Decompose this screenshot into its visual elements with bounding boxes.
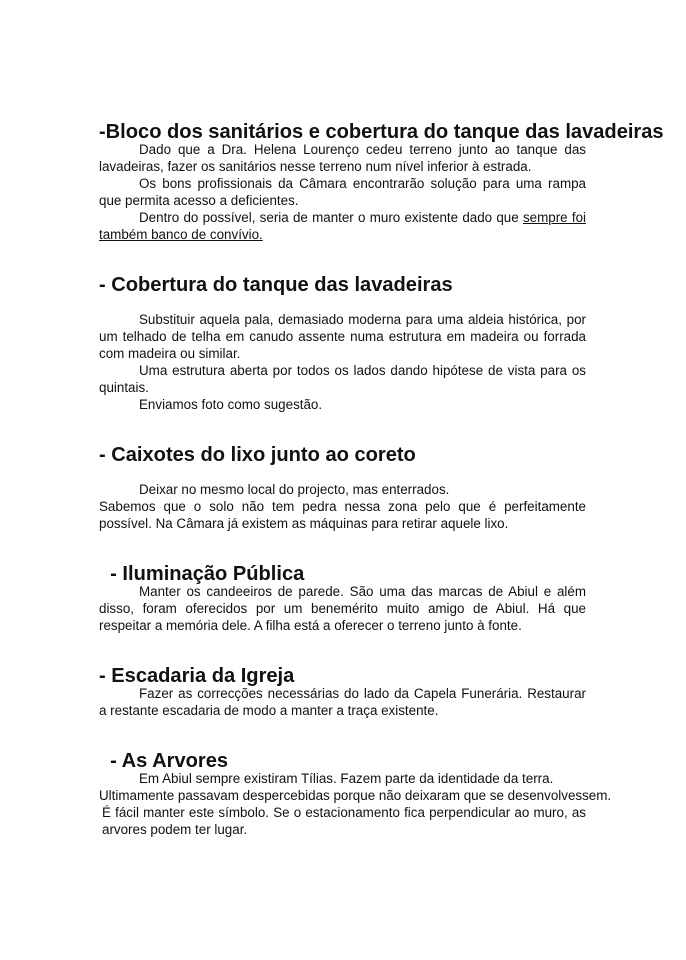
section-escadaria-igreja: [99, 665, 586, 719]
underlined-text: sempre foi também banco de convívio.: [99, 210, 586, 242]
section-cobertura-tanque: [99, 274, 586, 413]
paragraph: Ultimamente passavam despercebidas porque não deixaram que se desenvolvessem.: [99, 788, 612, 803]
section-as-arvores: [99, 750, 612, 838]
section-heading: -Bloco dos sanitários e cobertura do tanque das lavadeiras: [99, 121, 664, 143]
paragraph: Sabemos que o solo não tem pedra nessa zona pelo que é perfeitamente possível. Na Câmara já existem as máquinas para retirar aquele lixo.: [99, 499, 586, 531]
paragraph: Dado que a Dra. Helena Lourenço cedeu terreno junto ao tanque das lavadeiras, fazer os sanitários nesse terreno num nível inferior à estrada.: [99, 142, 586, 174]
paragraph-text: Dentro do possível, seria de manter o muro existente dado que: [139, 210, 523, 225]
paragraph: É fácil manter este símbolo. Se o estacionamento fica perpendicular ao muro, as arvores podem ter lugar.: [102, 805, 586, 837]
paragraph: [99, 209, 586, 243]
paragraph: Manter os candeeiros de parede. São uma das marcas de Abiul e além disso, foram oferecidos por um benemérito muito amigo de Abiul. Há que respeitar a memória dele. A filha está a oferecer o terreno junto à fonte.: [99, 584, 586, 633]
paragraph: Os bons profissionais da Câmara encontrarão solução para uma rampa que permita acesso a deficientes.: [99, 176, 586, 208]
paragraph: Substituir aquela pala, demasiado moderna para uma aldeia histórica, por um telhado de telha em canudo assente numa estrutura em madeira ou forrada com madeira ou similar.: [99, 312, 586, 361]
section-heading: - Escadaria da Igreja: [99, 665, 295, 687]
section-heading: - Caixotes do lixo junto ao coreto: [99, 444, 416, 466]
section-heading: - Cobertura do tanque das lavadeiras: [99, 274, 453, 296]
paragraph: Fazer as correcções necessárias do lado da Capela Funerária. Restaurar a restante escadaria de modo a manter a traça existente.: [99, 686, 586, 718]
section-iluminacao-publica: [99, 563, 586, 634]
paragraph: Uma estrutura aberta por todos os lados dando hipótese de vista para os quintais.: [99, 363, 586, 395]
paragraph: Deixar no mesmo local do projecto, mas enterrados.: [139, 482, 450, 497]
paragraph: Enviamos foto como sugestão.: [139, 397, 323, 412]
section-heading: - Iluminação Pública: [99, 563, 305, 585]
paragraph: Em Abiul sempre existiram Tílias. Fazem parte da identidade da terra.: [139, 771, 554, 786]
document-body: [99, 121, 664, 838]
section-heading: - As Arvores: [99, 750, 229, 772]
section-caixotes-lixo: [99, 444, 586, 532]
section-bloco-sanitarios: [99, 121, 664, 243]
